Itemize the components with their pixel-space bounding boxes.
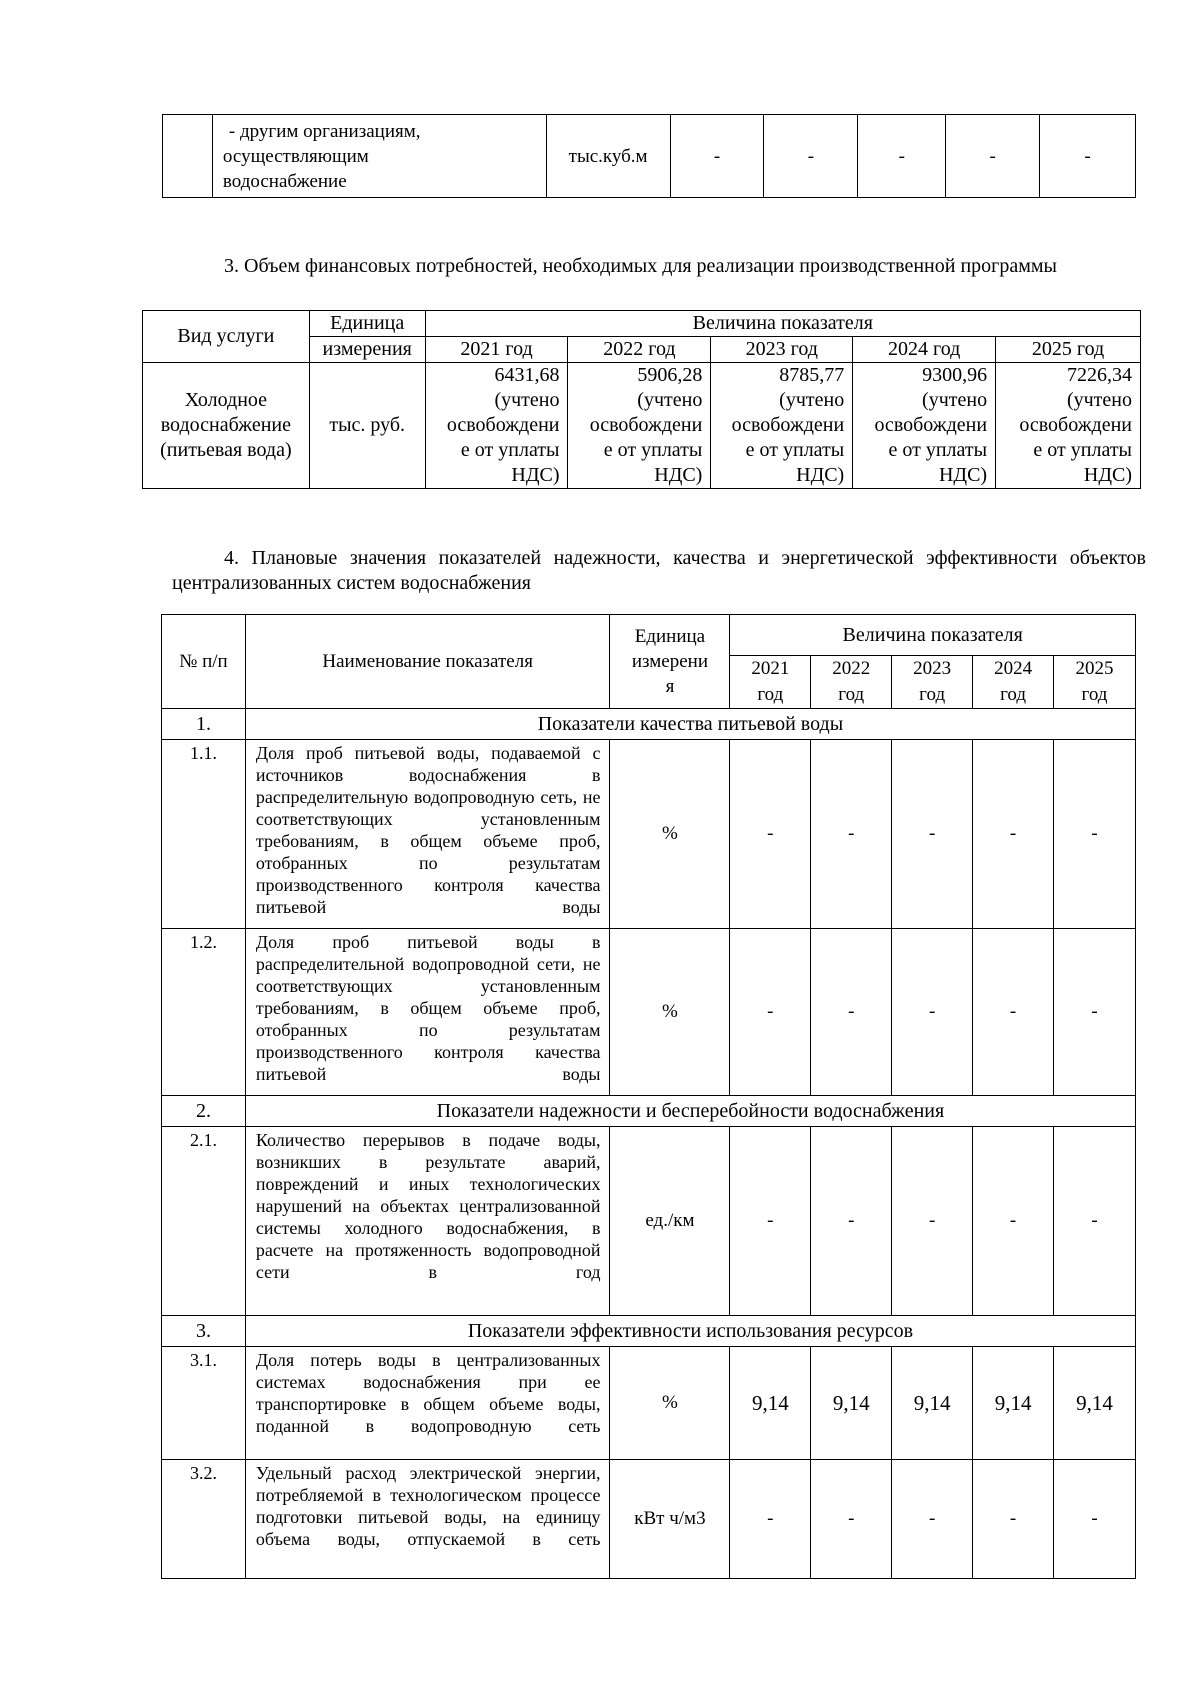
row-num: 1.2. [162,929,246,1096]
value-cell: - [1054,929,1136,1096]
value-cell: - [764,115,858,198]
row-unit: ед./км [610,1127,730,1316]
note-line: е от уплаты [745,439,845,461]
empty-cell [163,115,213,198]
year: 2023 [913,658,952,679]
section-title: Показатели качества питьевой воды [245,709,1135,740]
value-cell: - [1040,115,1136,198]
table-row [162,740,1136,929]
unit-cell: тыс. руб. [309,363,425,489]
value-cell: 9,14 [1054,1347,1136,1460]
value-cell: - [1054,1127,1136,1316]
header-year: 2022 год [568,337,711,363]
year: 2025 [1075,658,1114,679]
note-line: НДС) [796,464,845,486]
value-cell: 9,14 [973,1347,1054,1460]
value-cell: - [670,115,764,198]
value-cell: - [858,115,946,198]
value-cell: - [811,740,892,929]
header-year [730,656,811,709]
value-cell: - [892,929,973,1096]
value-cell [853,363,996,489]
note-line: НДС) [1083,464,1132,486]
header-value: Величина показателя [425,311,1140,337]
note-line: е от уплаты [603,439,703,461]
value-cell: - [811,1127,892,1316]
year-suffix: год [1081,684,1108,705]
table-row [162,1347,1136,1460]
value-cell: 9,14 [730,1347,811,1460]
year: 2021 [751,658,790,679]
section-row [162,1316,1136,1347]
row-label [212,115,546,198]
header-unit-line: Единица [634,626,706,647]
amount: 9300,96 [922,364,988,386]
value-cell: - [973,1460,1054,1579]
value-cell: - [730,1127,811,1316]
row-num: 3.2. [162,1460,246,1579]
header-year: 2025 год [996,337,1141,363]
header-year [811,656,892,709]
value-cell [568,363,711,489]
header-unit-line: измерени [631,651,708,672]
header-row [143,311,1141,337]
value-cell: - [730,740,811,929]
section-title: Показатели эффективности использования ресурсов [245,1316,1135,1347]
row-num: 3.1. [162,1347,246,1460]
note-line: (учтено [1066,389,1132,411]
section-title: Показатели надежности и бесперебойности водоснабжения [245,1096,1135,1127]
note-line: (учтено [637,389,703,411]
header-unit: Единица [309,311,425,337]
table-row [162,1127,1136,1316]
note-line: освобождени [446,414,560,436]
row-num: 2.1. [162,1127,246,1316]
table-row [162,1460,1136,1579]
row-label-line: осуществляющим [222,145,369,167]
value-cell: - [811,929,892,1096]
row-label-line: - другим организациям, [228,120,421,142]
header-service: Вид услуги [143,311,310,363]
value-cell: - [892,740,973,929]
section-4-title: 4. Плановые значения показателей надежности, качества и энергетической эффективности объектов централизованных систем водоснабжения [172,547,1146,594]
value-cell: - [892,1127,973,1316]
note-line: НДС) [511,464,560,486]
header-row [162,615,1136,656]
value-cell [996,363,1141,489]
row-name: Доля проб питьевой воды в распределительной водопроводной сети, не соответствующих установленным требованиям, в общем объеме проб, отобранных по результатам производственного контроля качества питьевой воды [245,929,610,1096]
header-value: Величина показателя [730,615,1136,656]
year-suffix: год [757,684,784,705]
value-cell: - [1054,740,1136,929]
year: 2022 [832,658,871,679]
header-name: Наименование показателя [245,615,610,709]
supply-continuation-table [162,114,1136,198]
value-cell: - [730,929,811,1096]
row-unit: % [610,929,730,1096]
header-year [1054,656,1136,709]
header-unit [610,615,730,709]
section-num: 1. [162,709,246,740]
header-year [973,656,1054,709]
service-line: Холодное [184,389,268,411]
row-unit: кВт ч/м3 [610,1460,730,1579]
row-name: Доля потерь воды в централизованных системах водоснабжения при ее транспортировке в общем объеме воды, поданной в водопроводную сеть [245,1347,610,1460]
amount: 8785,77 [779,364,845,386]
row-num: 1.1. [162,740,246,929]
note-line: НДС) [938,464,988,486]
service-cell [143,363,310,489]
note-line: е от уплаты [888,439,988,461]
value-cell [425,363,568,489]
year-suffix: год [919,684,946,705]
financial-needs-table [142,310,1141,489]
note-line: освобождени [731,414,845,436]
table-row [143,363,1141,489]
note-line: (учтено [494,389,560,411]
row-name: Удельный расход электрической энергии, потребляемой в технологическом процессе подготовки питьевой воды, на единицу объема воды, отпускаемой в сеть [245,1460,610,1579]
indicators-table [161,614,1136,1579]
note-line: (учтено [779,389,845,411]
row-unit: % [610,1347,730,1460]
service-line: (питьевая вода) [160,439,292,461]
amount: 5906,28 [637,364,703,386]
section-num: 3. [162,1316,246,1347]
header-unit: измерения [309,337,425,363]
value-cell: - [1054,1460,1136,1579]
value-cell: - [892,1460,973,1579]
value-cell: - [973,740,1054,929]
value-cell: 9,14 [811,1347,892,1460]
value-cell [711,363,853,489]
note-line: е от уплаты [1033,439,1132,461]
row-label-line: водоснабжение [222,170,347,192]
row-name: Доля проб питьевой воды, подаваемой с источников водоснабжения в распределительную водопроводную сеть, не соответствующих установленным требованиям, в общем объеме проб, отобранных по результатам производственного контроля качества питьевой воды [245,740,610,929]
header-num: № п/п [162,615,246,709]
amount: 7226,34 [1067,364,1132,386]
header-year: 2021 год [425,337,568,363]
note-line: НДС) [654,464,703,486]
year: 2024 [994,658,1033,679]
service-line: водоснабжение [160,414,292,436]
note-line: (учтено [922,389,988,411]
value-cell: - [973,1127,1054,1316]
section-num: 2. [162,1096,246,1127]
value-cell: - [973,929,1054,1096]
row-name: Количество перерывов в подаче воды, возникших в результате аварий, повреждений и иных технологических нарушений на объектах централизованной системы холодного водоснабжения, в расчете на протяженность водопроводной сети в год [245,1127,610,1316]
note-line: е от уплаты [460,439,560,461]
header-year: 2024 год [853,337,996,363]
section-row [162,1096,1136,1127]
note-line: освобождени [589,414,703,436]
value-cell: - [730,1460,811,1579]
year-suffix: год [838,684,865,705]
table-row [163,115,1136,198]
note-line: освобождени [874,414,988,436]
value-cell: - [811,1460,892,1579]
value-cell: 9,14 [892,1347,973,1460]
year-suffix: год [1000,684,1027,705]
header-year [892,656,973,709]
section-3-title: 3. Объем финансовых потребностей, необходимых для реализации производственной программы [224,255,1057,277]
header-unit-line: я [665,676,675,697]
table-row [162,929,1136,1096]
amount: 6431,68 [494,364,560,386]
note-line: освобождени [1019,414,1132,436]
unit-cell: тыс.куб.м [546,115,670,198]
header-year: 2023 год [711,337,853,363]
section-row [162,709,1136,740]
row-unit: % [610,740,730,929]
value-cell: - [946,115,1040,198]
